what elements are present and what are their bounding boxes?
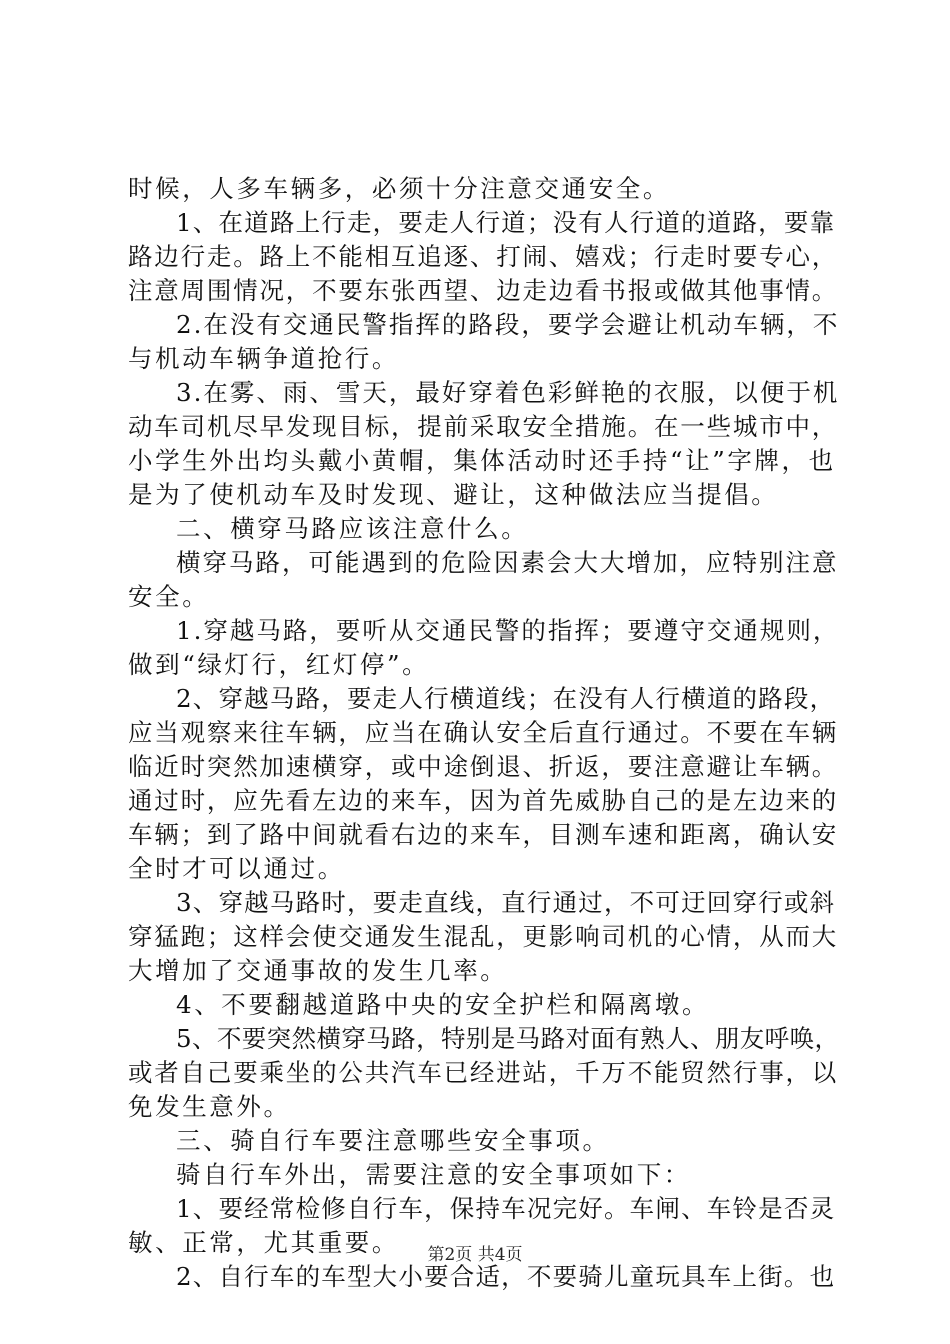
text-line: 3、穿越马路时，要走直线，直行通过，不可迂回穿行或斜 [176,888,836,917]
text-line: 3.在雾、雨、雪天，最好穿着色彩鲜艳的衣服，以便于机 [176,378,840,407]
text-line: 小学生外出均头戴小黄帽，集体活动时还手持“让”字牌，也 [128,446,836,475]
text-line: 路边行走。路上不能相互追逐、打闹、嬉戏；行走时要专心， [128,242,839,271]
text-line: 5、不要突然横穿马路，特别是马路对面有熟人、朋友呼唤， [176,1024,840,1053]
text-line: 通过时，应先看左边的来车，因为首先威胁自己的是左边来的 [128,786,839,815]
text-line: 1、要经常检修自行车，保持车况完好。车闸、车铃是否灵 [176,1194,836,1223]
page-footer: 第2页 共4页 [427,1245,523,1265]
text-line: 安全。 [128,582,210,611]
text-line: 临近时突然加速横穿，或中途倒退、折返，要注意避让车辆。 [128,752,839,781]
text-line: 2、穿越马路，要走人行横道线；在没有人行横道的路段， [176,684,836,713]
text-line: 二、横穿马路应该注意什么。 [176,514,529,543]
text-line: 大增加了交通事故的发生几率。 [128,956,508,985]
text-line: 1、在道路上行走，要走人行道；没有人行道的道路，要靠 [176,208,836,237]
text-line: 全时才可以通过。 [128,854,345,883]
document-body [128,172,838,1294]
text-line: 是为了使机动车及时发现、避让，这种做法应当提倡。 [128,480,779,509]
text-line: 车辆；到了路中间就看右边的来车，目测车速和距离，确认安 [128,820,839,849]
text-line: 三、骑自行车要注意哪些安全事项。 [176,1126,610,1155]
text-line: 与机动车辆争道抢行。 [128,344,399,373]
text-line: 横穿马路，可能遇到的危险因素会大大增加，应特别注意 [176,548,839,577]
text-line: 免发生意外。 [128,1092,291,1121]
text-line: 1.穿越马路，要听从交通民警的指挥；要遵守交通规则， [176,616,840,645]
text-line: 或者自己要乘坐的公共汽车已经进站，千万不能贸然行事，以 [128,1058,839,1087]
text-line: 敏、正常，尤其重要。 [128,1228,399,1257]
text-line: 做到“绿灯行，红灯停”。 [128,650,430,679]
text-line: 骑自行车外出，需要注意的安全事项如下： [176,1160,691,1189]
text-line: 时候，人多车辆多，必须十分注意交通安全。 [128,174,670,203]
text-line: 应当观察来往车辆，应当在确认安全后直行通过。不要在车辆 [128,718,839,747]
text-line: 动车司机尽早发现目标，提前采取安全措施。在一些城市中， [128,412,839,441]
text-line: 2.在没有交通民警指挥的路段，要学会避让机动车辆，不 [176,310,840,339]
text-line: 2、自行车的车型大小要合适，不要骑儿童玩具车上街。也 [176,1262,836,1291]
text-line: 4、不要翻越道路中央的安全护栏和隔离墩。 [176,990,710,1019]
text-line: 穿猛跑；这样会使交通发生混乱，更影响司机的心情，从而大 [128,922,839,951]
text-line: 注意周围情况，不要东张西望、边走边看书报或做其他事情。 [128,276,839,305]
